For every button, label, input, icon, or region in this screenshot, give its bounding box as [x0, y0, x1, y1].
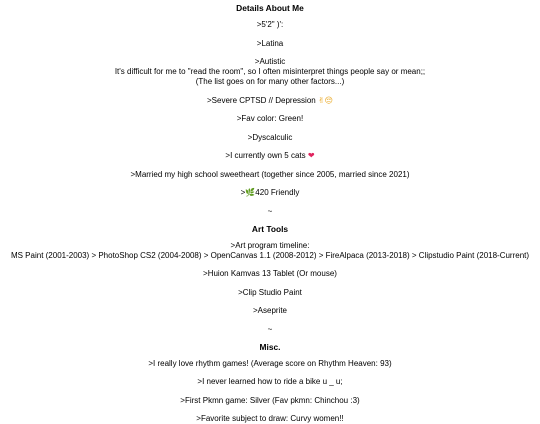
latina-item: >Latina [256, 38, 284, 48]
autistic-item [0, 57, 540, 87]
cats-item [0, 151, 540, 161]
details-heading: Details About Me [236, 3, 304, 13]
friendly-text: 420 Friendly [255, 188, 300, 197]
dyscalculic-item: >Dyscalculic [247, 132, 293, 142]
fav-color-item: >Fav color: Green! [236, 114, 304, 123]
peace-sad-emoji-icon: ✌😔 [317, 95, 333, 105]
rhythm-item: >I really love rhythm games! (Average score on Rhythm Heaven: 93) [148, 358, 392, 368]
pkmn-item: >First Pkmn game: Silver (Fav pkmn: Chinchou :3) [180, 395, 360, 405]
cptsd-item [0, 96, 540, 106]
friendly-prefix: > [240, 188, 246, 197]
married-item: >Married my high school sweetheart (together since 2005, married since 2021) [130, 169, 410, 179]
cptsd-text: >Severe CPTSD // Depression [207, 95, 316, 105]
autistic-note: (The list goes on for many other factors...) [195, 77, 345, 86]
art-tools-heading: Art Tools [251, 223, 289, 234]
tablet-item: >Huion Kamvas 13 Tablet (Or mouse) [203, 269, 337, 278]
divider-about: ~ [267, 206, 273, 216]
cats-text: >I currently own 5 cats [225, 151, 306, 160]
aseprite-item: >Aseprite [252, 306, 288, 315]
divider-art: ~ [267, 324, 273, 334]
autistic-description: It's difficult for me to "read the room", so I often misinterpret things people say or mean;; [114, 67, 426, 76]
misc-heading: Misc. [259, 341, 281, 352]
leaf-icon: 🌿 [245, 188, 256, 197]
height-item: >5'2" )': [256, 20, 284, 29]
heart-icon: ❤ [307, 151, 315, 160]
art-timeline: MS Paint (2001-2003) > PhotoShop CS2 (2004-2008) > OpenCanvas 1.1 (2008-2012) > FireAlpaca (2013-2018) > Clipstudio Paint (2018-Current) [10, 250, 530, 260]
art-timeline-item [0, 241, 540, 261]
clip-studio-item: >Clip Studio Paint [238, 287, 302, 297]
friendly-item [0, 188, 540, 198]
subject-item: >Favorite subject to draw: Curvy women!! [196, 414, 344, 423]
autistic-line: >Autistic [254, 57, 286, 66]
bike-item: >I never learned how to ride a bike u _ u; [197, 377, 343, 386]
art-timeline-label: >Art program timeline: [230, 240, 310, 250]
